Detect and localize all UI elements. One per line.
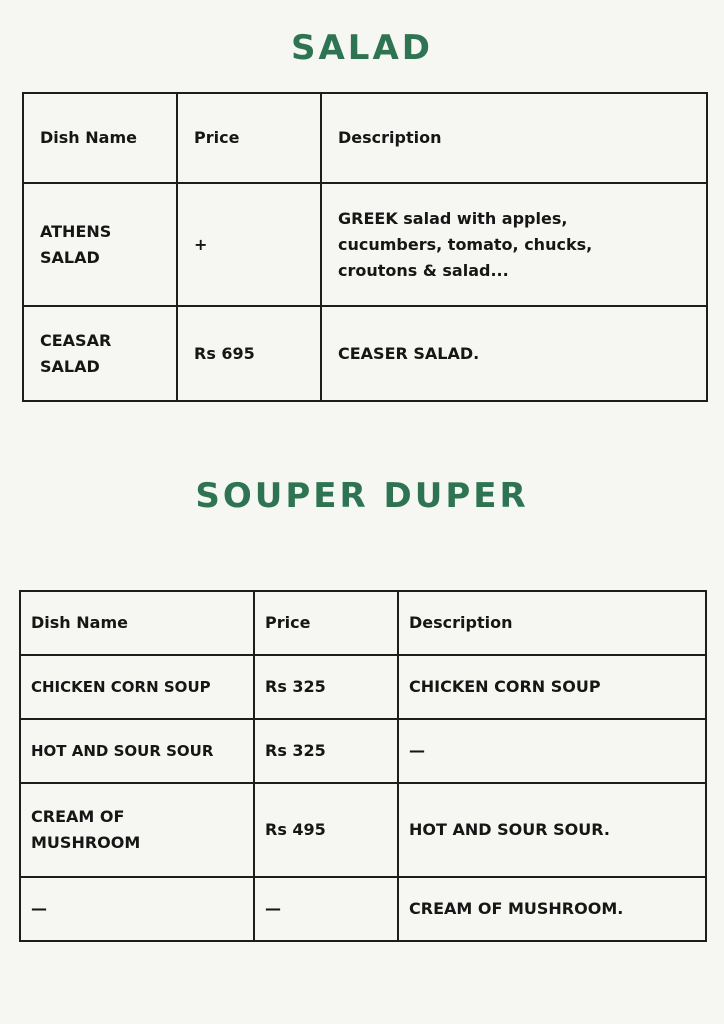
header-dish-name: Dish Name: [20, 591, 254, 655]
description-cell: CHICKEN CORN SOUP: [398, 655, 706, 719]
dish-name-cell: —: [20, 877, 254, 941]
soup-table: [19, 590, 707, 942]
table-row: [20, 877, 706, 941]
soup-section-title: SOUPER DUPER: [195, 476, 529, 516]
table-row: [20, 655, 706, 719]
price-cell: Rs 325: [254, 719, 398, 783]
description-cell: GREEK salad with apples, cucumbers, tomato, chucks, croutons & salad...: [321, 183, 707, 306]
price-cell: Rs 495: [254, 783, 398, 877]
table-row: [20, 719, 706, 783]
dish-name-cell: CHICKEN CORN SOUP: [20, 655, 254, 719]
header-description: Description: [321, 93, 707, 183]
dish-name-cell: CREAM OF MUSHROOM: [20, 783, 254, 877]
table-row: [23, 306, 707, 401]
header-price: Price: [177, 93, 321, 183]
price-cell: +: [177, 183, 321, 306]
dish-name-cell: ATHENS SALAD: [23, 183, 177, 306]
table-header-row: [20, 591, 706, 655]
dish-name-cell: CEASAR SALAD: [23, 306, 177, 401]
description-cell: CREAM OF MUSHROOM.: [398, 877, 706, 941]
header-description: Description: [398, 591, 706, 655]
price-cell: Rs 325: [254, 655, 398, 719]
header-dish-name: Dish Name: [23, 93, 177, 183]
price-cell: Rs 695: [177, 306, 321, 401]
dish-name-cell: HOT AND SOUR SOUR: [20, 719, 254, 783]
salad-section-title: SALAD: [290, 28, 433, 68]
description-cell: —: [398, 719, 706, 783]
salad-table: [22, 92, 708, 402]
header-price: Price: [254, 591, 398, 655]
description-cell: CEASER SALAD.: [321, 306, 707, 401]
table-row: [20, 783, 706, 877]
description-cell: HOT AND SOUR SOUR.: [398, 783, 706, 877]
price-cell: —: [254, 877, 398, 941]
table-row: [23, 183, 707, 306]
table-header-row: [23, 93, 707, 183]
